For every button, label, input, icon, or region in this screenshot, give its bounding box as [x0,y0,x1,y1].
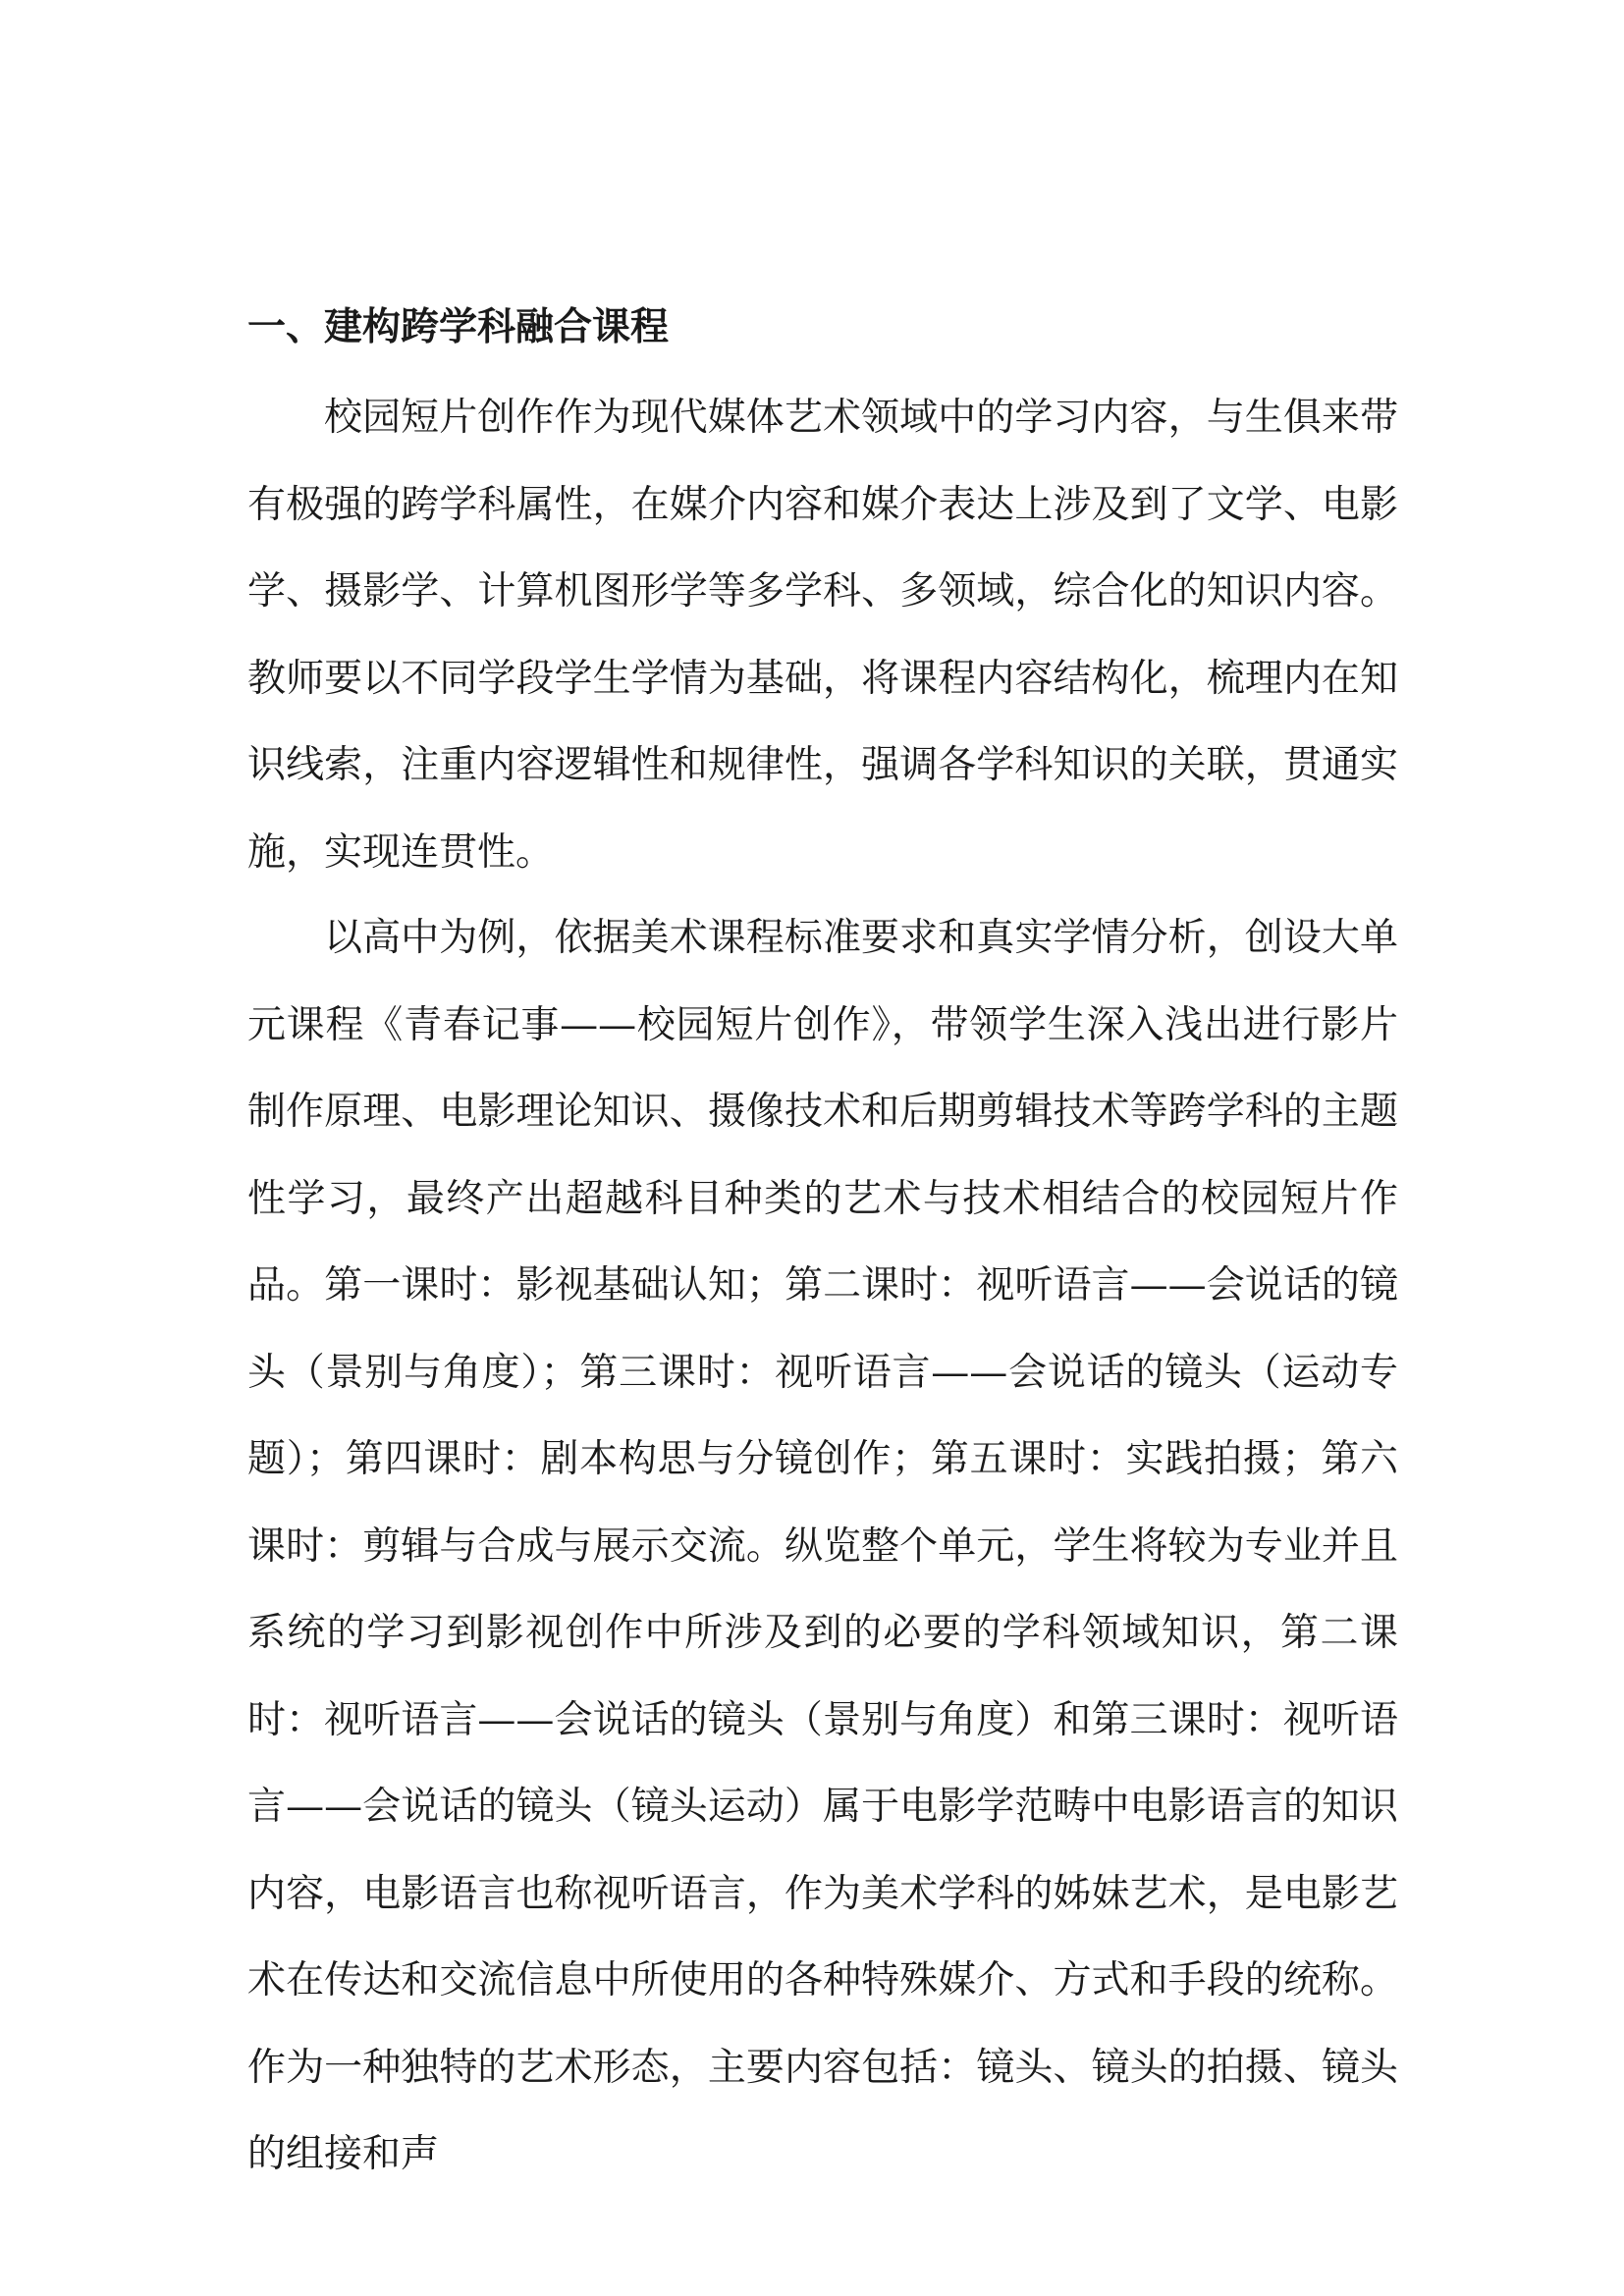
section-heading: 一、建构跨学科融合课程 [247,305,670,349]
paragraph-1: 校园短片创作作为现代媒体艺术领域中的学习内容，与生俱来带有极强的跨学科属性，在媒介内容和媒介表达上涉及到了文学、电影学、摄影学、计算机图形学等多学科、多领域，综合化的知识内容。教师要以不同学段学生学情为基础，将课程内容结构化，梳理内在知识线索，注重内容逻辑性和规律性，强调各学科知识的关联，贯通实施，实现连贯性。 [247,396,1398,875]
paragraph-2: 以高中为例，依据美术课程标准要求和真实学情分析，创设大单元课程《青春记事——校园短片创作》，带领学生深入浅出进行影片制作原理、电影理论知识、摄像技术和后期剪辑技术等跨学科的主题性学习，最终产出超越科目种类的艺术与技术相结合的校园短片作品。第一课时：影视基础认知；第二课时：视听语言——会说话的镜头（景别与角度）；第三课时：视听语言——会说话的镜头（运动专题）；第四课时：剧本构思与分镜创作；第五课时：实践拍摄；第六课时：剪辑与合成与展示交流。纵览整个单元，学生将较为专业并且系统的学习到影视创作中所涉及到的必要的学科领域知识，第二课时：视听语言——会说话的镜头（景别与角度）和第三课时：视听语言——会说话的镜头（镜头运动）属于电影学范畴中电影语言的知识内容，电影语言也称视听语言，作为美术学科的姊妹艺术，是电影艺术在传达和交流信息中所使用的各种特殊媒介、方式和手段的统称。作为一种独特的艺术形态，主要内容包括：镜头、镜头的拍摄、镜头的组接和声 [247,916,1398,2176]
